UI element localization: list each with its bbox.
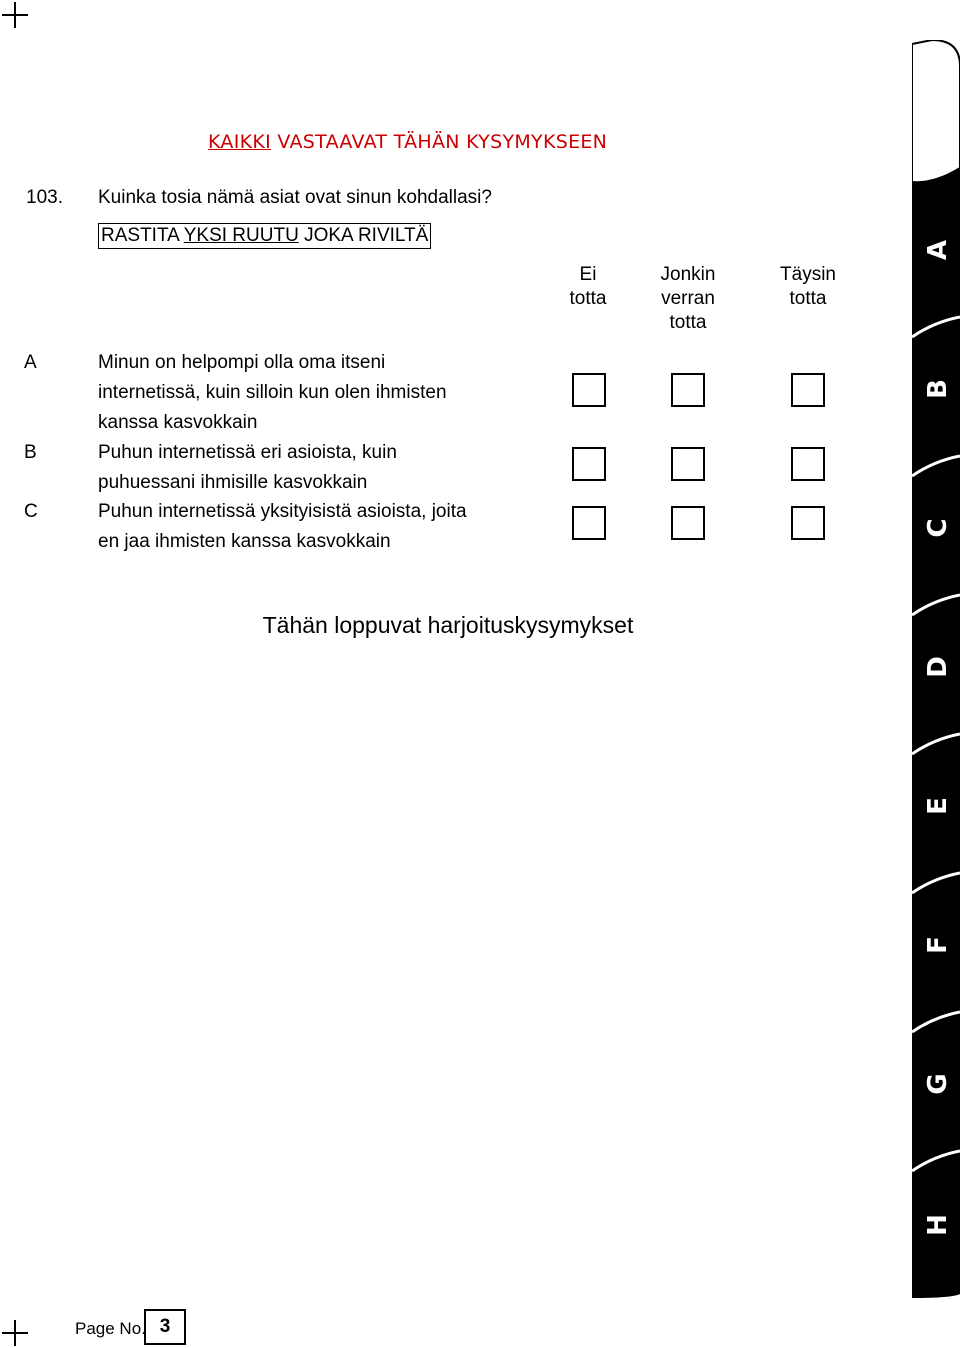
section-tab-background	[912, 168, 960, 1298]
row-text-a	[98, 348, 548, 438]
crop-mark-top-left	[2, 2, 28, 28]
checkbox-b-ei-totta[interactable]	[572, 447, 606, 481]
row-letter-a: A	[24, 352, 37, 373]
section-tab-d[interactable]: D	[923, 656, 953, 678]
checkbox-a-taysin-totta[interactable]	[791, 373, 825, 407]
section-banner	[208, 131, 607, 153]
checkbox-c-ei-totta[interactable]	[572, 506, 606, 540]
column-header-jonkin-verran-totta	[633, 263, 743, 335]
row-text-line: en jaa ihmisten kanssa kasvokkain	[98, 531, 391, 552]
instruction-part3: JOKA	[304, 225, 353, 246]
row-letter-b: B	[24, 442, 37, 463]
instruction-part1: RASTITA	[101, 225, 179, 246]
section-tab-g[interactable]: G	[923, 1073, 953, 1095]
row-text-line: Minun on helpompi olla oma itseni	[98, 352, 386, 373]
section-tab-e[interactable]: E	[923, 797, 953, 815]
column-header-line: totta	[569, 288, 607, 309]
row-text-b	[98, 438, 548, 498]
column-header-taysin-totta	[753, 263, 863, 311]
column-header-line: totta	[789, 288, 827, 309]
column-header-line: Jonkin	[660, 264, 716, 285]
column-header-line: verran	[661, 288, 715, 309]
row-text-line: puhuessani ihmisille kasvokkain	[98, 472, 368, 493]
checkbox-b-jonkin-verran-totta[interactable]	[671, 447, 705, 481]
question-text: Kuinka tosia nämä asiat ovat sinun kohdallasi?	[98, 187, 492, 208]
column-header-ei-totta	[533, 263, 643, 311]
row-text-line: kanssa kasvokkain	[98, 412, 258, 433]
checkbox-a-jonkin-verran-totta[interactable]	[671, 373, 705, 407]
banner-underlined: KAIKKI	[208, 131, 272, 153]
question-number: 103.	[26, 187, 63, 208]
column-header-line: Ei	[579, 264, 597, 285]
instruction-part2: YKSI RUUTU	[183, 225, 299, 246]
checkbox-b-taysin-totta[interactable]	[791, 447, 825, 481]
end-of-practice-text: Tähän loppuvat harjoituskysymykset	[262, 612, 634, 638]
row-letter-c: C	[24, 501, 38, 522]
crop-mark-bottom-left	[2, 1320, 28, 1346]
page-number-label: Page No.	[75, 1319, 146, 1338]
instruction-part4: RIVILTÄ	[357, 225, 429, 246]
instruction-box	[98, 223, 431, 249]
column-header-line: Täysin	[780, 264, 836, 285]
checkbox-c-taysin-totta[interactable]	[791, 506, 825, 540]
checkbox-c-jonkin-verran-totta[interactable]	[671, 506, 705, 540]
row-text-line: internetissä, kuin silloin kun olen ihmisten	[98, 382, 447, 403]
column-header-line: totta	[669, 312, 707, 333]
section-tab-b[interactable]: B	[923, 379, 953, 399]
checkbox-a-ei-totta[interactable]	[572, 373, 606, 407]
section-tab-c[interactable]: C	[923, 518, 953, 538]
row-text-line: Puhun internetissä yksityisistä asioista, joita	[98, 501, 467, 522]
blank-tab	[912, 40, 960, 182]
page-number-box: 3	[144, 1309, 186, 1345]
row-text-c	[98, 497, 548, 557]
section-tab-a[interactable]: A	[923, 239, 953, 261]
section-tab-f[interactable]: F	[923, 936, 953, 954]
section-tab-strip	[912, 40, 960, 1298]
banner-rest: VASTAAVAT TÄHÄN KYSYMYKSEEN	[277, 131, 608, 153]
row-text-line: Puhun internetissä eri asioista, kuin	[98, 442, 397, 463]
section-tab-h[interactable]: H	[923, 1214, 953, 1236]
